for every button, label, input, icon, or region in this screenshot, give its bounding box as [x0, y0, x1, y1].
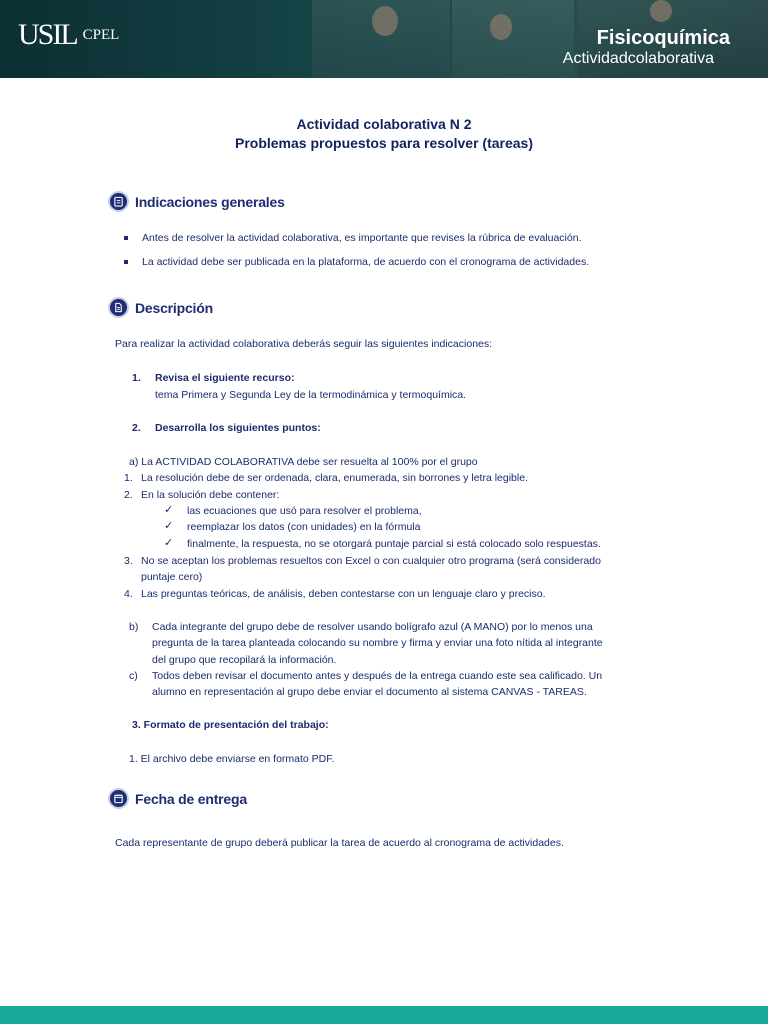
- list-number: 2.: [124, 489, 133, 501]
- point-b-text: Cada integrante del grupo debe de resolver usando bolígrafo azul (A MANO) por lo menos una: [152, 621, 593, 633]
- checkmark-icon: ✓: [164, 537, 174, 549]
- usil-logo: [18, 20, 119, 50]
- section-heading: Descripción: [135, 299, 213, 316]
- banner-person: [372, 6, 398, 36]
- step-title: 3. Formato de presentación del trabajo:: [132, 719, 329, 731]
- list-item: No se aceptan los problemas resueltos con Excel o con cualquier otro programa (será considerado: [141, 555, 601, 567]
- list-number: 3.: [124, 555, 133, 567]
- bullet: [124, 260, 128, 264]
- point-label: b): [129, 621, 139, 633]
- clipboard-icon: [108, 191, 129, 212]
- section-fecha: [108, 788, 247, 809]
- step-title: Revisa el siguiente recurso:: [155, 372, 295, 384]
- list-number: 1.: [124, 472, 133, 484]
- list-item-continued: puntaje cero): [141, 571, 203, 583]
- section-indicaciones: [108, 191, 285, 212]
- document-icon: [108, 297, 129, 318]
- section-descripcion: [108, 297, 213, 318]
- list-item: Las preguntas teóricas, de análisis, deben contestarse con un lenguaje claro y preciso.: [141, 588, 546, 600]
- description-intro: Para realizar la actividad colaborativa deberás seguir las siguientes indicaciones:: [115, 338, 493, 350]
- list-item: En la solución debe contener:: [141, 489, 280, 501]
- check-item: las ecuaciones que usó para resolver el problema,: [187, 505, 422, 517]
- list-item: La actividad debe ser publicada en la plataforma, de acuerdo con el cronograma de actividades.: [142, 256, 590, 268]
- banner-person: [490, 14, 512, 40]
- check-item: finalmente, la respuesta, no se otorgará puntaje parcial si está colocado solo respuestas.: [187, 538, 601, 550]
- checkmark-icon: ✓: [164, 520, 174, 532]
- course-title: Fisicoquímica: [596, 27, 730, 49]
- check-item: reemplazar los datos (con unidades) en la fórmula: [187, 521, 421, 533]
- course-subtitle: Actividadcolaborativa: [562, 50, 714, 67]
- header-banner: [0, 0, 768, 78]
- document-title: Actividad colaborativa N 2: [296, 116, 472, 132]
- point-b-text: pregunta de la tarea planteada colocando su nombre y firma y enviar una foto nítida al integrante: [152, 637, 603, 649]
- section-heading: Indicaciones generales: [135, 193, 285, 210]
- list-number: 4.: [124, 588, 133, 600]
- point-c-text: Todos deben revisar el documento antes y después de la entrega cuando este sea calificado. Un: [152, 670, 603, 682]
- step-text: tema Primera y Segunda Ley de la termodinámica y termoquímica.: [155, 389, 467, 401]
- step-number: 1.: [132, 372, 141, 384]
- checkmark-icon: ✓: [164, 504, 174, 516]
- section-heading: Fecha de entrega: [135, 790, 247, 807]
- point-b-text: del grupo que recopilará la información.: [152, 654, 337, 666]
- footer-bar: [0, 1006, 768, 1024]
- bullet: [124, 236, 128, 240]
- point-c-text: alumno en representación al grupo debe enviar el documento al sistema CANVAS - TAREAS.: [152, 686, 587, 698]
- list-item: La resolución debe de ser ordenada, clara, enumerada, sin borrones y letra legible.: [141, 472, 528, 484]
- calendar-icon: [108, 788, 129, 809]
- point-a: a) La ACTIVIDAD COLABORATIVA debe ser resuelta al 100% por el grupo: [129, 456, 478, 468]
- step-title: Desarrolla los siguientes puntos:: [155, 422, 321, 434]
- step-item: 1. El archivo debe enviarse en formato PDF.: [129, 753, 335, 765]
- step-number: 2.: [132, 422, 141, 434]
- document-subtitle: Problemas propuestos para resolver (tareas): [234, 135, 533, 151]
- point-label: c): [129, 670, 138, 682]
- logo-text: CPEL: [82, 26, 120, 43]
- list-item: Antes de resolver la actividad colaborativa, es importante que revises la rúbrica de evaluación.: [142, 232, 582, 244]
- banner-person: [650, 0, 672, 22]
- fecha-text: Cada representante de grupo deberá publicar la tarea de acuerdo al cronograma de actividades.: [115, 837, 564, 849]
- logo-mark: USIL: [18, 18, 77, 51]
- banner-photo: [452, 0, 574, 78]
